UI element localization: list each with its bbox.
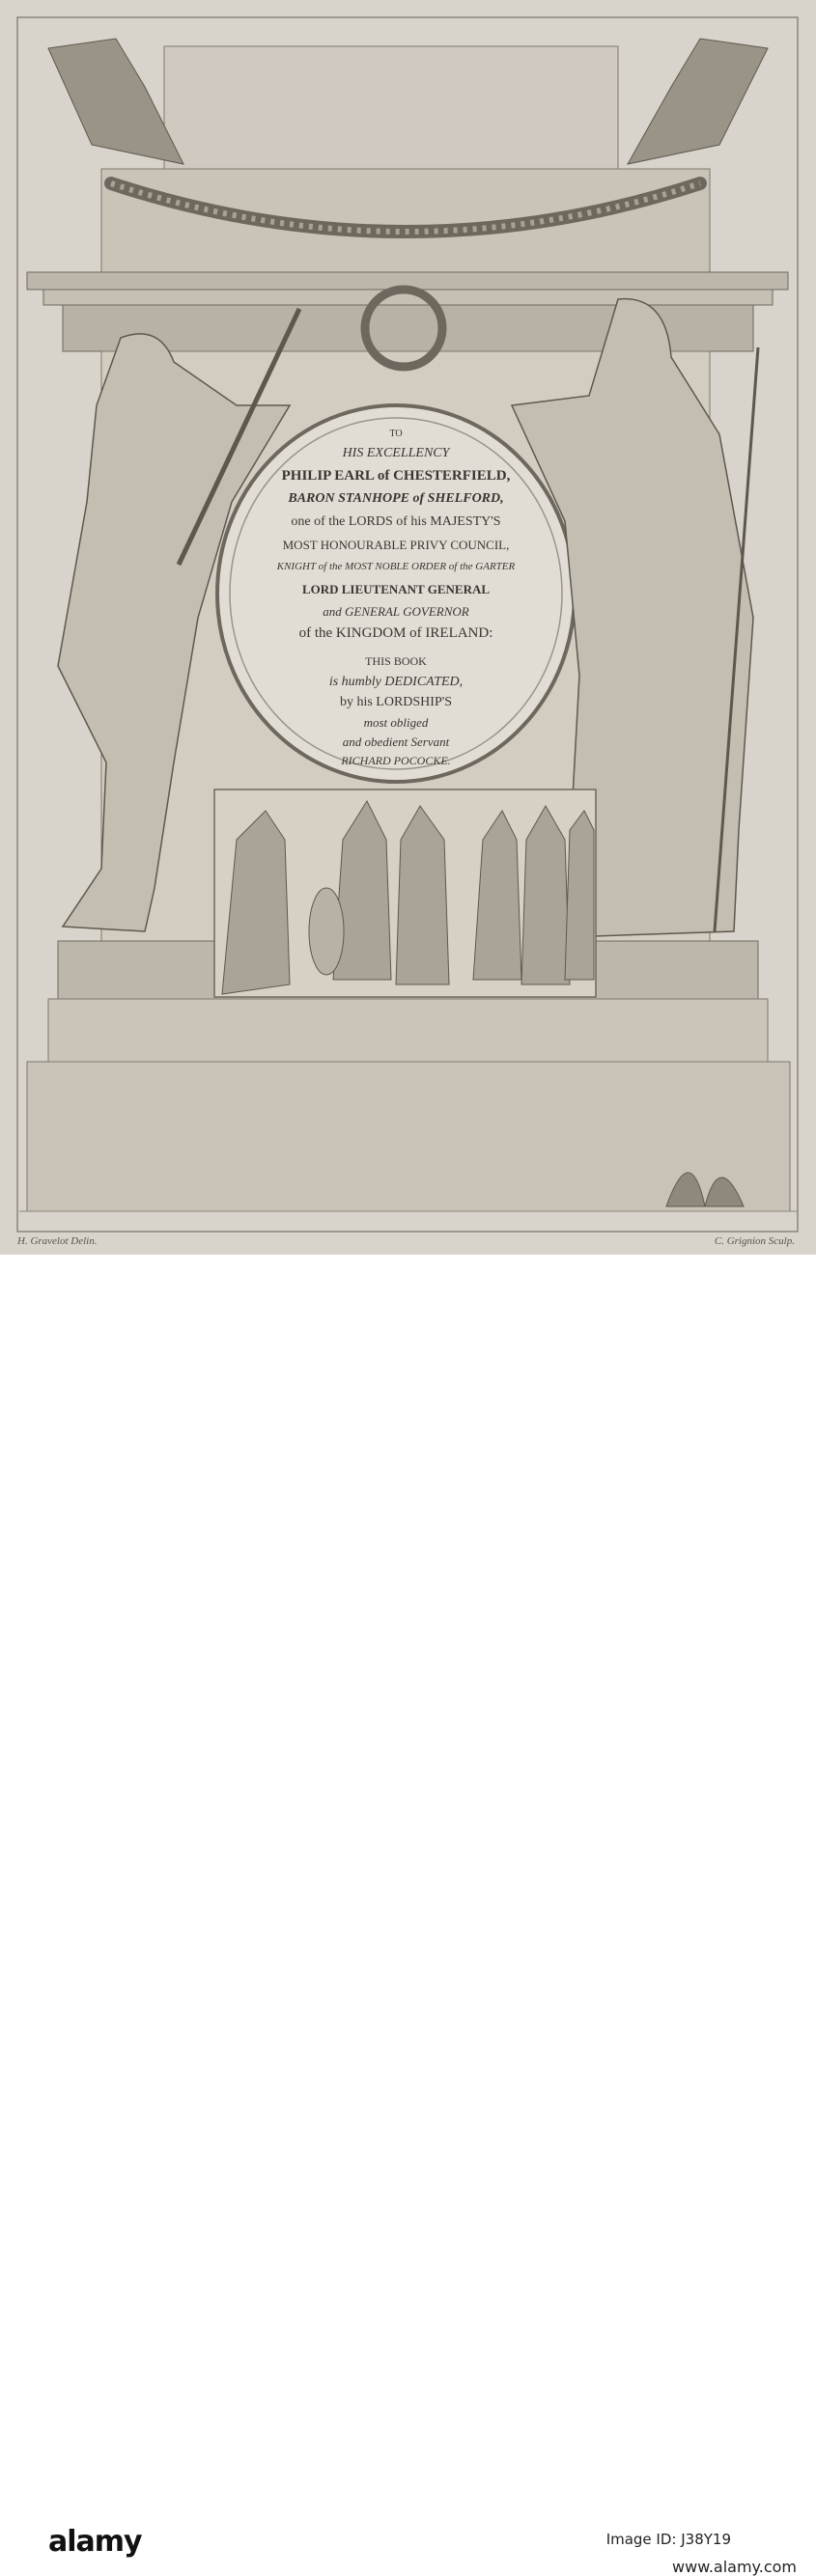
dedication-lords: one of the LORDS of his MAJESTY'S <box>291 514 501 529</box>
dedication-his-excellency: HIS EXCELLENCY <box>342 446 450 460</box>
dedication-obliged: most obliged <box>363 715 429 730</box>
relief-figures <box>222 801 594 994</box>
top-block <box>164 46 618 177</box>
dedication-name: PHILIP EARL of CHESTERFIELD, <box>281 468 511 484</box>
credit-designer: H. Gravelot Delin. <box>17 1235 98 1247</box>
dedication-governor: and GENERAL GOVERNOR <box>323 604 469 619</box>
dedication-baron: BARON STANHOPE of SHELFORD, <box>288 491 504 506</box>
site-url: www.alamy.com <box>672 2558 797 2576</box>
eagle-left <box>48 39 183 164</box>
credit-engraver: C. Grignion Sculp. <box>714 1235 795 1247</box>
dedication-servant: and obedient Servant <box>342 734 450 749</box>
image-id: Image ID: J38Y19 <box>605 2531 731 2548</box>
dedication-garter: KNIGHT of the MOST NOBLE ORDER of the GARTER <box>276 561 516 572</box>
dedication-humbly: is humbly DEDICATED, <box>328 675 464 689</box>
stock-footer <box>0 1255 816 2576</box>
base-plinth <box>48 999 768 1066</box>
alamy-logo: alamy <box>48 2525 142 2559</box>
garland-block <box>101 169 710 275</box>
dedication-to: TO <box>389 429 403 439</box>
shield <box>309 888 344 975</box>
dedication-ireland: of the KINGDOM of IRELAND: <box>298 625 493 641</box>
dedication-lordships: by his LORDSHIP'S <box>339 695 453 709</box>
dedication-this-book: THIS BOOK <box>365 654 427 668</box>
eagle-right <box>628 39 768 164</box>
engraving-plate <box>0 0 816 1255</box>
dedication-lord-lieutenant: LORD LIEUTENANT GENERAL <box>301 582 491 596</box>
dedication-privy-council: MOST HONOURABLE PRIVY COUNCIL, <box>282 538 510 552</box>
dedication-signature: RICHARD POCOCKE. <box>341 754 451 767</box>
